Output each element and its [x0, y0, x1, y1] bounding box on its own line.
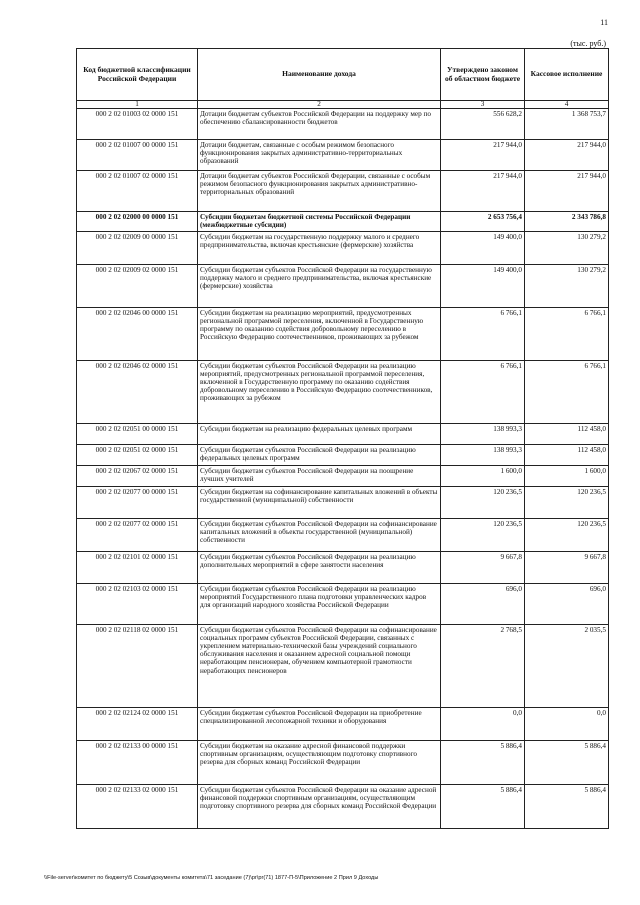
- table-row: [77, 625, 609, 708]
- row-code: 000 2 02 02077 00 0000 151: [77, 487, 198, 519]
- row-executed: 1 368 753,7: [525, 109, 609, 140]
- row-name: Субсидии бюджетам субъектов Российской Федерации на реализацию мероприятий Государственного плана подготовки управленческих кадров для организаций народного хозяйства Российской Федерации: [198, 584, 441, 625]
- row-approved: 138 993,3: [441, 424, 525, 445]
- row-executed: 217 944,0: [525, 171, 609, 212]
- table-header-row: [77, 49, 609, 101]
- table-row: [77, 308, 609, 361]
- row-approved: 149 400,0: [441, 232, 525, 265]
- row-executed: 5 886,4: [525, 741, 609, 785]
- row-code: 000 2 02 02133 00 0000 151: [77, 741, 198, 785]
- row-name: Субсидии бюджетам субъектов Российской Федерации на реализацию федеральных целевых программ: [198, 445, 441, 466]
- table-row: [77, 424, 609, 445]
- row-code: 000 2 02 02124 02 0000 151: [77, 708, 198, 741]
- row-code: 000 2 02 02051 02 0000 151: [77, 445, 198, 466]
- row-approved: 1 600,0: [441, 466, 525, 487]
- row-executed: 2 035,5: [525, 625, 609, 708]
- row-name: Субсидии бюджетам субъектов Российской Федерации на софинансирование капитальных вложений в объекты государственной (муниципальной) собственности: [198, 519, 441, 552]
- row-code: 000 2 02 01007 02 0000 151: [77, 171, 198, 212]
- row-executed: 6 766,1: [525, 308, 609, 361]
- row-approved: 138 993,3: [441, 445, 525, 466]
- row-name: Субсидии бюджетам на оказание адресной финансовой поддержки спортивным организациям, осуществляющим подготовку спортивного резерва для сборных команд Российской Федерации: [198, 741, 441, 785]
- row-executed: 2 343 786,8: [525, 212, 609, 232]
- row-executed: 696,0: [525, 584, 609, 625]
- row-executed: 0,0: [525, 708, 609, 741]
- row-approved: 2 653 756,4: [441, 212, 525, 232]
- row-executed: 112 458,0: [525, 424, 609, 445]
- header-approved: Утверждено законом об областном бюджете: [441, 49, 525, 101]
- table-row: [77, 232, 609, 265]
- table-row: [77, 445, 609, 466]
- row-name: Субсидии бюджетам бюджетной системы Российской Федерации (межбюджетные субсидии): [198, 212, 441, 232]
- row-name: Субсидии бюджетам субъектов Российской Федерации на реализацию дополнительных мероприятий в сфере занятости населения: [198, 552, 441, 584]
- header-name: Наименование дохода: [198, 49, 441, 101]
- row-code: 000 2 02 02101 02 0000 151: [77, 552, 198, 584]
- column-number: 1: [77, 101, 198, 109]
- row-code: 000 2 02 02000 00 0000 151: [77, 212, 198, 232]
- row-name: Субсидии бюджетам на реализацию мероприятий, предусмотренных региональной программой переселения, включенной в Государственную программу по оказанию содействия добровольному переселению в Российскую Федерацию соотечественников, проживающих за рубежом: [198, 308, 441, 361]
- row-code: 000 2 02 02046 02 0000 151: [77, 361, 198, 424]
- column-number: 3: [441, 101, 525, 109]
- row-executed: 217 944,0: [525, 140, 609, 171]
- table-row: [77, 487, 609, 519]
- row-name: Дотации бюджетам субъектов Российской Федерации, связанные с особым режимом безопасного функционирования закрытых административно-территориальных образований: [198, 171, 441, 212]
- row-name: Субсидии бюджетам на реализацию федеральных целевых программ: [198, 424, 441, 445]
- table-row: [77, 466, 609, 487]
- row-code: 000 2 02 02009 00 0000 151: [77, 232, 198, 265]
- row-approved: 0,0: [441, 708, 525, 741]
- row-executed: 130 279,2: [525, 265, 609, 308]
- row-name: Субсидии бюджетам на государственную поддержку малого и среднего предпринимательства, включая крестьянские (фермерские) хозяйства: [198, 232, 441, 265]
- file-path-footer: \\File-server\комитет по бюджету\5 Созыв\документы комитета\71 заседание (7)\pr\pr(71) 1877-П-5\Приложение 2 Прил 9 Доходы: [44, 875, 379, 881]
- row-name: Субсидии бюджетам субъектов Российской Федерации на поощрение лучших учителей: [198, 466, 441, 487]
- row-name: Субсидии бюджетам на софинансирование капитальных вложений в объекты государственной (муниципальной) собственности: [198, 487, 441, 519]
- table-row: [77, 140, 609, 171]
- column-numbers-row: [77, 101, 609, 109]
- row-approved: 5 886,4: [441, 785, 525, 829]
- row-approved: 6 766,1: [441, 361, 525, 424]
- table-row: [77, 519, 609, 552]
- row-name: Субсидии бюджетам субъектов Российской Федерации на оказание адресной финансовой поддержки спортивным организациям, осуществляющим подготовку спортивного резерва для сборных команд Российской Федерации: [198, 785, 441, 829]
- row-code: 000 2 02 02103 02 0000 151: [77, 584, 198, 625]
- row-approved: 6 766,1: [441, 308, 525, 361]
- table-row: [77, 785, 609, 829]
- row-executed: 6 766,1: [525, 361, 609, 424]
- row-name: Субсидии бюджетам субъектов Российской Федерации на реализацию мероприятий, предусмотренных региональной программой переселения, включенной в Государственную программу по оказанию содействия добровольному переселению в Российскую Федерацию соотечественников, проживающих за рубежом: [198, 361, 441, 424]
- row-approved: 217 944,0: [441, 171, 525, 212]
- table-row: [77, 708, 609, 741]
- header-executed: Кассовое исполнение: [525, 49, 609, 101]
- row-name: Субсидии бюджетам субъектов Российской Федерации на софинансирование социальных программ субъектов Российской Федерации, связанных с укреплением материально-технической базы учреждений социального обслуживания населения и оказанием адресной социальной помощи неработающим пенсионерам, обучением компьютерной грамотности неработающих пенсионеров: [198, 625, 441, 708]
- row-approved: 120 236,5: [441, 519, 525, 552]
- row-approved: 120 236,5: [441, 487, 525, 519]
- table-row: [77, 265, 609, 308]
- row-approved: 5 886,4: [441, 741, 525, 785]
- row-code: 000 2 02 02046 00 0000 151: [77, 308, 198, 361]
- row-code: 000 2 02 02067 02 0000 151: [77, 466, 198, 487]
- table-row: [77, 212, 609, 232]
- row-executed: 1 600,0: [525, 466, 609, 487]
- row-executed: 130 279,2: [525, 232, 609, 265]
- row-executed: 5 886,4: [525, 785, 609, 829]
- table-row: [77, 552, 609, 584]
- row-code: 000 2 02 02133 02 0000 151: [77, 785, 198, 829]
- table-row: [77, 741, 609, 785]
- row-approved: 2 768,5: [441, 625, 525, 708]
- row-executed: 120 236,5: [525, 519, 609, 552]
- row-approved: 696,0: [441, 584, 525, 625]
- row-code: 000 2 02 02009 02 0000 151: [77, 265, 198, 308]
- header-code: Код бюджетной классификации Российской Федерации: [77, 49, 198, 101]
- row-executed: 9 667,8: [525, 552, 609, 584]
- row-approved: 9 667,8: [441, 552, 525, 584]
- table-body: [77, 109, 609, 829]
- units-label: (тыс. руб.): [570, 39, 606, 48]
- row-executed: 120 236,5: [525, 487, 609, 519]
- row-name: Дотации бюджетам, связанные с особым режимом безопасного функционирования закрытых административно-территориальных образований: [198, 140, 441, 171]
- table-row: [77, 109, 609, 140]
- row-code: 000 2 02 01003 02 0000 151: [77, 109, 198, 140]
- row-name: Субсидии бюджетам субъектов Российской Федерации на приобретение специализированной лесопожарной техники и оборудования: [198, 708, 441, 741]
- row-code: 000 2 02 02051 00 0000 151: [77, 424, 198, 445]
- row-code: 000 2 02 02077 02 0000 151: [77, 519, 198, 552]
- row-name: Субсидии бюджетам субъектов Российской Федерации на государственную поддержку малого и среднего предпринимательства, включая крестьянские (фермерские) хозяйства: [198, 265, 441, 308]
- revenue-table: [76, 48, 609, 829]
- row-name: Дотации бюджетам субъектов Российской Федерации на поддержку мер по обеспечению сбалансированности бюджетов: [198, 109, 441, 140]
- page-number: 11: [600, 18, 608, 27]
- column-number: 2: [198, 101, 441, 109]
- table-row: [77, 361, 609, 424]
- row-approved: 556 628,2: [441, 109, 525, 140]
- row-executed: 112 458,0: [525, 445, 609, 466]
- row-approved: 149 400,0: [441, 265, 525, 308]
- table-row: [77, 584, 609, 625]
- row-code: 000 2 02 02118 02 0000 151: [77, 625, 198, 708]
- row-approved: 217 944,0: [441, 140, 525, 171]
- column-number: 4: [525, 101, 609, 109]
- table-row: [77, 171, 609, 212]
- row-code: 000 2 02 01007 00 0000 151: [77, 140, 198, 171]
